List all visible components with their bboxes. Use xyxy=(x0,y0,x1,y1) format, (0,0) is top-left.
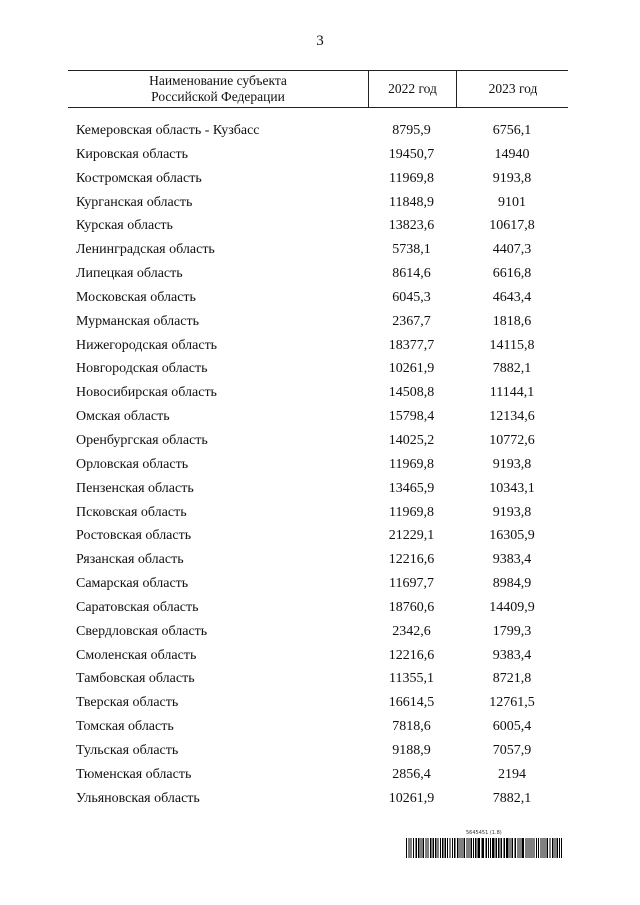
value-2023: 9383,4 xyxy=(492,647,532,663)
value-2022: 16614,5 xyxy=(388,695,435,711)
value-2023: 4643,4 xyxy=(492,289,532,305)
value-2023: 12761,5 xyxy=(489,695,535,711)
value-2023: 9193,8 xyxy=(492,170,532,186)
value-2022: 8795,9 xyxy=(392,123,431,138)
value-2022: 6045,3 xyxy=(392,289,431,305)
table-row xyxy=(68,525,568,549)
table-body xyxy=(68,120,568,811)
value-2023: 1799,3 xyxy=(492,623,532,639)
region-name: Оренбургская область xyxy=(76,432,208,448)
value-2022: 11355,1 xyxy=(389,671,434,687)
value-2022: 21229,1 xyxy=(388,528,435,544)
table-row xyxy=(68,502,568,526)
header-name-column xyxy=(68,71,368,107)
header-2022-column: 2022 год xyxy=(368,71,456,107)
region-name: Тюменская область xyxy=(76,766,192,782)
region-name: Липецкая область xyxy=(76,266,183,282)
table-row xyxy=(68,740,568,764)
value-2023: 8721,8 xyxy=(492,671,532,687)
table-row xyxy=(68,573,568,597)
value-2022: 11969,8 xyxy=(389,504,434,520)
value-2023: 7057,9 xyxy=(492,742,532,758)
value-2022: 2856,4 xyxy=(392,766,431,782)
table-row xyxy=(68,549,568,573)
value-2023: 14115,8 xyxy=(489,337,535,353)
value-2023: 6005,4 xyxy=(492,719,532,735)
region-name: Новгородская область xyxy=(76,361,208,377)
region-name: Орловская область xyxy=(76,456,189,472)
table-row xyxy=(68,358,568,382)
region-name: Кировская область xyxy=(76,146,189,162)
value-2023: 16305,9 xyxy=(489,528,535,544)
barcode-icon xyxy=(406,838,562,858)
value-2023: 4407,3 xyxy=(492,242,532,258)
region-name: Нижегородская область xyxy=(76,337,218,353)
value-2023: 2194 xyxy=(498,766,526,782)
value-2023: 8984,9 xyxy=(492,576,532,592)
region-name: Омская область xyxy=(76,409,170,425)
table-row xyxy=(68,287,568,311)
table-row xyxy=(68,239,568,263)
table-row xyxy=(68,597,568,621)
value-2023: 14940 xyxy=(494,146,530,162)
region-name: Костромская область xyxy=(76,170,202,186)
value-2023: 1818,6 xyxy=(492,313,532,329)
table-row xyxy=(68,788,568,812)
value-2022: 14025,2 xyxy=(388,432,435,448)
value-2022: 18377,7 xyxy=(388,337,435,353)
table-row xyxy=(68,454,568,478)
value-2023: 9193,8 xyxy=(492,504,532,520)
value-2023: 10772,6 xyxy=(489,432,535,448)
page-number: 3 xyxy=(316,33,324,49)
header-name-line1: Наименование субъекта xyxy=(149,73,287,88)
value-2022: 2367,7 xyxy=(392,313,431,329)
table-row xyxy=(68,382,568,406)
header-name-line2: Российской Федерации xyxy=(151,89,285,104)
value-2023: 10617,8 xyxy=(489,218,535,234)
table-row xyxy=(68,645,568,669)
table-row xyxy=(68,668,568,692)
value-2022: 5738,1 xyxy=(392,242,431,258)
value-2022: 13823,6 xyxy=(388,218,435,234)
value-2022: 11848,9 xyxy=(389,194,434,210)
value-2022: 2342,6 xyxy=(392,623,431,639)
value-2022: 15798,4 xyxy=(388,409,435,425)
region-name: Курганская область xyxy=(76,194,193,210)
region-name: Пензенская область xyxy=(76,480,194,496)
region-name: Саратовская область xyxy=(76,599,199,615)
value-2023: 7882,1 xyxy=(492,361,532,377)
value-2022: 11697,7 xyxy=(389,576,434,592)
value-2022: 11969,8 xyxy=(389,170,434,186)
region-name: Самарская область xyxy=(76,576,189,592)
value-2022: 14508,8 xyxy=(388,385,435,401)
region-name: Новосибирская область xyxy=(76,385,217,401)
region-name: Ульяновская область xyxy=(76,790,200,806)
table-row xyxy=(68,215,568,239)
table-row xyxy=(68,263,568,287)
region-name: Смоленская область xyxy=(76,647,197,663)
value-2023: 9101 xyxy=(498,194,526,210)
value-2022: 10261,9 xyxy=(388,790,435,806)
value-2022: 8614,6 xyxy=(392,266,431,282)
region-name: Кемеровская область - Кузбасс xyxy=(76,123,260,138)
value-2023: 9193,8 xyxy=(492,456,532,472)
region-name: Томская область xyxy=(76,719,174,735)
value-2023: 6756,1 xyxy=(492,123,532,138)
value-2023: 6616,8 xyxy=(492,266,532,282)
value-2022: 19450,7 xyxy=(388,146,435,162)
value-2022: 18760,6 xyxy=(388,599,435,615)
table-header xyxy=(68,70,568,108)
region-name: Курская область xyxy=(76,218,173,234)
region-name: Ленинградская область xyxy=(76,242,215,258)
value-2023: 14409,9 xyxy=(489,599,535,615)
table-row xyxy=(68,120,568,144)
table-row xyxy=(68,764,568,788)
value-2023: 12134,6 xyxy=(489,409,535,425)
document-code: 5645451 (1.8) xyxy=(466,830,502,836)
value-2023: 9383,4 xyxy=(492,552,532,568)
value-2022: 12216,6 xyxy=(388,647,435,663)
value-2023: 7882,1 xyxy=(492,790,532,806)
value-2022: 11969,8 xyxy=(389,456,434,472)
table-row xyxy=(68,335,568,359)
table-row xyxy=(68,716,568,740)
region-name: Ростовская область xyxy=(76,528,192,544)
region-name: Рязанская область xyxy=(76,552,184,568)
table-row xyxy=(68,192,568,216)
table-row xyxy=(68,692,568,716)
value-2022: 13465,9 xyxy=(388,480,435,496)
table-row xyxy=(68,621,568,645)
table-row xyxy=(68,406,568,430)
table-row xyxy=(68,168,568,192)
region-name: Мурманская область xyxy=(76,313,200,329)
value-2023: 11144,1 xyxy=(489,385,535,401)
table-row xyxy=(68,144,568,168)
region-name: Псковская область xyxy=(76,504,187,520)
region-name: Тверская область xyxy=(76,695,179,711)
value-2022: 10261,9 xyxy=(388,361,435,377)
table-row xyxy=(68,311,568,335)
region-name: Свердловская область xyxy=(76,623,208,639)
value-2022: 9188,9 xyxy=(392,742,431,758)
header-2023-column: 2023 год xyxy=(456,71,569,107)
value-2022: 7818,6 xyxy=(392,719,431,735)
value-2022: 12216,6 xyxy=(388,552,435,568)
region-name: Тульская область xyxy=(76,742,179,758)
table-row xyxy=(68,430,568,454)
region-name: Тамбовская область xyxy=(76,671,195,687)
value-2023: 10343,1 xyxy=(489,480,535,496)
region-name: Московская область xyxy=(76,289,196,305)
table-row xyxy=(68,478,568,502)
